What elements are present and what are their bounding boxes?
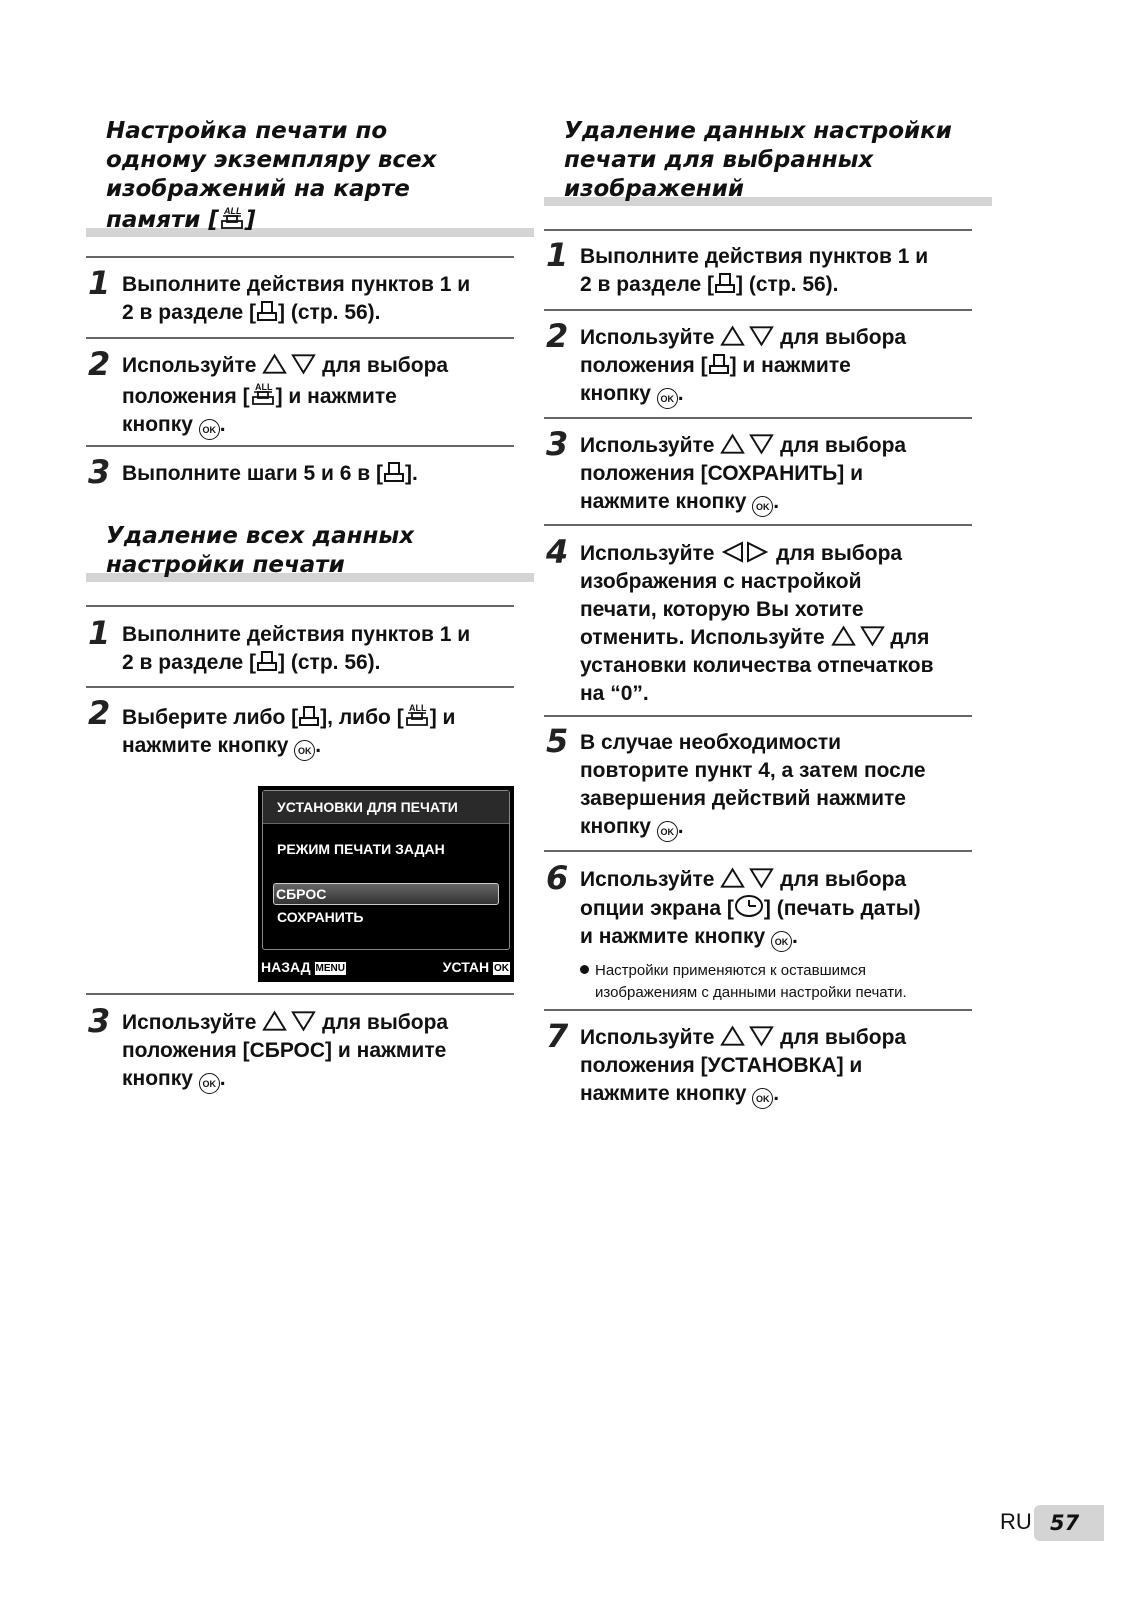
step-text: кнопку (580, 382, 657, 405)
divider (544, 309, 972, 311)
ok-button-icon: OK (294, 740, 315, 761)
page-number: 57 (1034, 1505, 1104, 1541)
up-down-arrows-icon (720, 433, 774, 455)
step-text: 2 в разделе [ (580, 273, 715, 296)
section-heading-print-all (86, 117, 534, 237)
step-text: В случае необходимости (580, 731, 842, 754)
heading-line: настройки печати (106, 552, 345, 578)
step-text: и нажмите кнопку (580, 925, 771, 948)
step-text: для выбора (774, 1026, 907, 1049)
print-icon (256, 650, 278, 672)
section-heading-delete-all (86, 522, 534, 582)
step-text: Используйте (580, 542, 721, 565)
print-icon (383, 461, 405, 483)
ok-button-icon: OK (752, 1088, 773, 1109)
step-3 (86, 1002, 550, 1094)
step-text: повторите пункт 4, а затем после (580, 759, 926, 782)
step-3 (544, 425, 1008, 517)
step-1 (86, 264, 550, 327)
divider (544, 229, 972, 231)
step-text: ], либо [ (320, 706, 404, 729)
step-number: 2 (88, 694, 111, 732)
camera-menu-panel (262, 790, 510, 950)
step-text: . (677, 382, 684, 405)
step-text: установки количества отпечатков (580, 654, 934, 677)
step-text: . (219, 413, 226, 436)
bullet-icon (580, 965, 589, 974)
step-text: для выбора (316, 354, 449, 377)
step-text: кнопку (122, 413, 199, 436)
ok-button-icon: OK (657, 388, 678, 409)
section-heading-delete-selected (544, 117, 992, 206)
step-text: . (773, 490, 780, 513)
step-text: Выберите либо [ (122, 706, 299, 729)
heading-line: изображений на карте (106, 176, 410, 202)
step-1 (86, 614, 550, 677)
step-text: ] и (429, 706, 456, 729)
divider (86, 686, 514, 688)
step-text: на “0”. (580, 682, 649, 705)
step-text: для (884, 626, 930, 649)
camera-menu-status: РЕЖИМ ПЕЧАТИ ЗАДАН (277, 841, 445, 857)
step-text: положения [ (122, 385, 250, 408)
divider (544, 1009, 972, 1011)
print-all-icon (404, 701, 430, 727)
heading-line: изображений (564, 176, 744, 202)
step-text: нажмите кнопку (122, 734, 295, 757)
step-number: 3 (88, 453, 111, 491)
step-7 (544, 1017, 1008, 1109)
camera-screen (258, 786, 514, 982)
step-5 (544, 722, 1008, 842)
step-text: кнопку (580, 815, 657, 838)
print-icon (714, 272, 736, 294)
step-text: для выбора (316, 1011, 449, 1034)
step-text: Выполните действия пунктов 1 и (122, 623, 471, 646)
back-label: НАЗАД (261, 959, 311, 975)
step-2 (86, 345, 550, 440)
heading-line: одному экземпляру всех (106, 147, 437, 173)
ok-button-icon: OK (657, 821, 678, 842)
camera-menu-title: УСТАНОВКИ ДЛЯ ПЕЧАТИ (263, 791, 509, 824)
step-text: для выбора (774, 434, 907, 457)
up-down-arrows-icon (262, 353, 316, 375)
step-text: завершения действий нажмите (580, 787, 906, 810)
step-text: . (677, 815, 684, 838)
step-text: Выполните действия пунктов 1 и (580, 245, 929, 268)
ok-button-icon: OK (199, 1073, 220, 1094)
print-icon (298, 705, 320, 727)
step-text: положения [УСТАНОВКА] и (580, 1054, 863, 1077)
up-down-arrows-icon (720, 325, 774, 347)
step-text: . (315, 734, 322, 757)
step-1 (544, 236, 1008, 299)
step-text: . (791, 925, 798, 948)
heading-line: печати для выбранных (564, 147, 874, 173)
heading-line: Удаление всех данных (106, 523, 415, 549)
up-down-arrows-icon (262, 1010, 316, 1032)
divider (86, 993, 514, 995)
camera-footer (258, 956, 514, 978)
heading-line-end: ] (244, 207, 256, 233)
ok-tag-icon: OK (494, 963, 509, 974)
back-button[interactable] (261, 959, 346, 975)
divider (86, 337, 514, 339)
step-number: 7 (546, 1017, 569, 1055)
step-text: . (219, 1067, 226, 1090)
step-number: 1 (88, 264, 111, 302)
divider (86, 605, 514, 607)
step-text: изображения с настройкой (580, 570, 862, 593)
up-down-arrows-icon (831, 625, 885, 647)
language-code: RU (1000, 1509, 1032, 1534)
left-right-arrows-icon (720, 541, 770, 563)
step-text: 2 в разделе [ (122, 301, 257, 324)
set-label: УСТАН (442, 959, 490, 975)
divider (544, 417, 972, 419)
step-text: 2 в разделе [ (122, 651, 257, 674)
menu-button-icon: MENU (315, 963, 345, 974)
step-text: кнопку (122, 1067, 199, 1090)
step-text: положения [СБРОС] и нажмите (122, 1039, 447, 1062)
option-label: СБРОС (276, 886, 327, 902)
step-number: 1 (546, 236, 569, 274)
step-text: ]. (405, 462, 418, 485)
divider (86, 445, 514, 447)
step-text: ] (печать даты) (763, 897, 921, 920)
set-button[interactable] (443, 959, 510, 975)
camera-menu-option-save[interactable]: СОХРАНИТЬ (277, 909, 364, 925)
step-6 (544, 859, 1008, 1004)
step-text: Используйте (122, 354, 263, 377)
step-text: нажмите кнопку (580, 490, 753, 513)
step-number: 2 (88, 345, 111, 383)
divider (544, 524, 972, 526)
divider (544, 850, 972, 852)
step-text: ] и нажмите (275, 385, 397, 408)
up-down-arrows-icon (720, 1025, 774, 1047)
step-text: для выбора (770, 542, 903, 565)
print-all-icon (219, 204, 245, 230)
step-number: 5 (546, 722, 569, 760)
step-text: ] и нажмите (729, 354, 851, 377)
print-icon (256, 300, 278, 322)
step-text: Используйте (580, 434, 721, 457)
step-text: Выполните действия пунктов 1 и (122, 273, 471, 296)
step-text: ] (стр. 56). (278, 301, 381, 324)
step-text: опции экрана [ (580, 897, 734, 920)
note-text: изображениям с данными настройки печати. (595, 984, 907, 1001)
heading-line: памяти [ (106, 207, 219, 233)
step-text: Используйте (580, 326, 721, 349)
step-text: . (773, 1082, 780, 1105)
step-text: ] (стр. 56). (278, 651, 381, 674)
step-text: положения [ (580, 354, 708, 377)
step-text: Используйте (580, 1026, 721, 1049)
ok-button-icon: OK (771, 931, 792, 952)
step-number: 3 (546, 425, 569, 463)
step-4 (544, 533, 1008, 708)
heading-line: Удаление данных настройки (564, 118, 952, 144)
step-number: 1 (88, 614, 111, 652)
note (580, 960, 1008, 1004)
step-text: Выполните шаги 5 и 6 в [ (122, 462, 384, 485)
ok-button-icon: OK (752, 496, 773, 517)
step-3 (86, 453, 550, 491)
step-number: 6 (546, 859, 569, 897)
note-text: Настройки применяются к оставшимся (595, 962, 866, 979)
print-all-icon (250, 380, 276, 406)
ok-button-icon: OK (199, 419, 220, 440)
step-text: положения [СОХРАНИТЬ] и (580, 462, 863, 485)
step-text: для выбора (774, 326, 907, 349)
up-down-arrows-icon (720, 867, 774, 889)
date-clock-icon (734, 894, 764, 918)
camera-menu-option-reset[interactable] (273, 883, 499, 905)
step-number: 4 (546, 533, 569, 571)
step-2 (544, 317, 1008, 409)
divider (544, 715, 972, 717)
step-2 (86, 694, 550, 761)
heading-line: Настройка печати по (106, 118, 388, 144)
step-text: нажмите кнопку (580, 1082, 753, 1105)
step-text: ] (стр. 56). (736, 273, 839, 296)
divider (86, 256, 514, 258)
print-icon (708, 353, 730, 375)
step-text: Используйте (122, 1011, 263, 1034)
step-number: 2 (546, 317, 569, 355)
step-text: отменить. Используйте (580, 626, 831, 649)
step-text: Используйте (580, 868, 721, 891)
step-text: печати, которую Вы хотите (580, 598, 864, 621)
step-number: 3 (88, 1002, 111, 1040)
step-text: для выбора (774, 868, 907, 891)
